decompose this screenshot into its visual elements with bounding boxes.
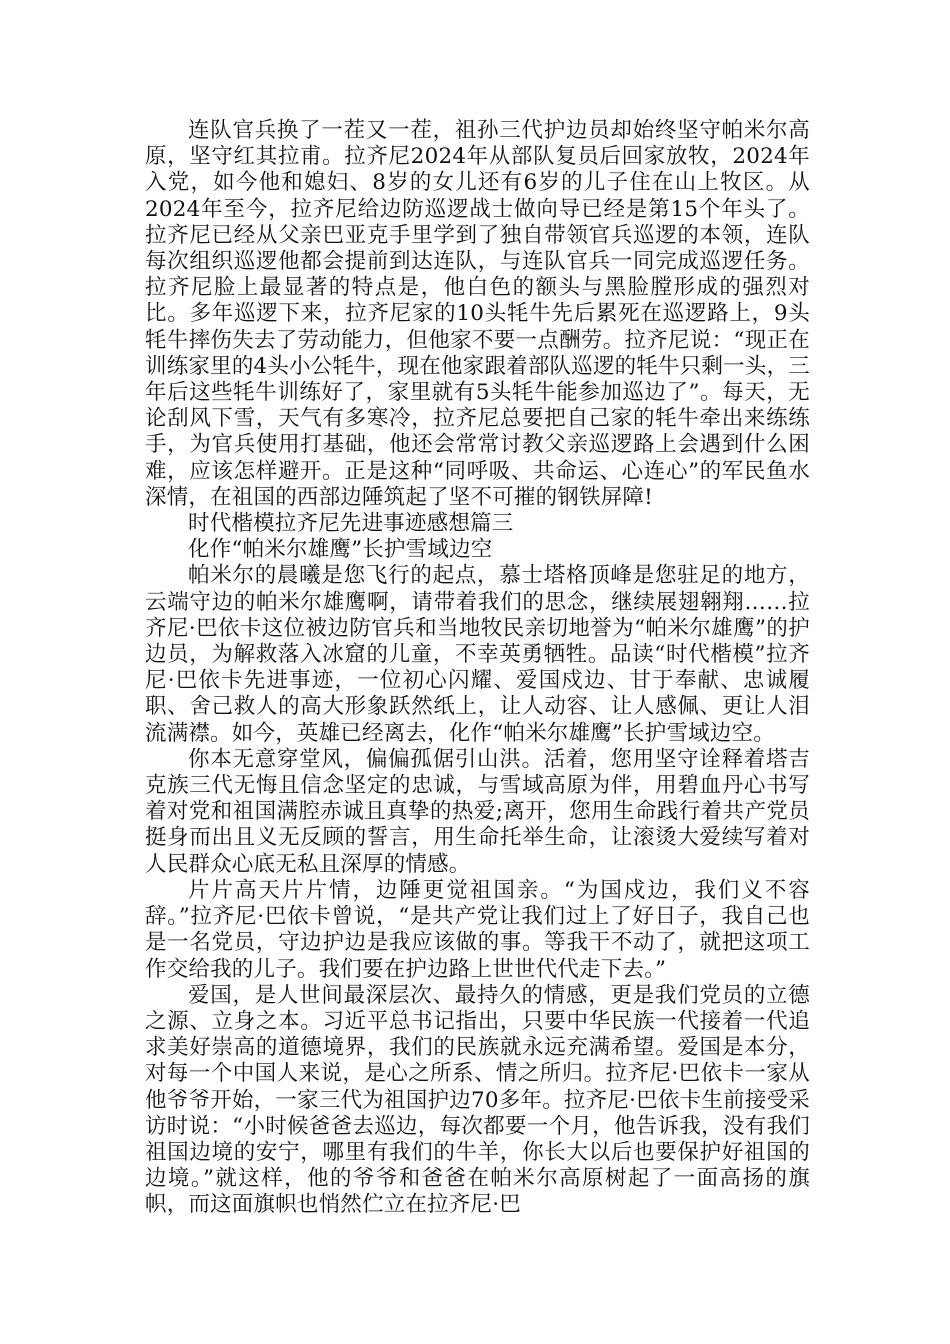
- paragraph-loyalty: 你本无意穿堂风，偏偏孤倨引山洪。活着，您用坚守诠释着塔吉克族三代无悔且信念坚定的忠诚，与雪域高原为伴，用碧血丹心书写着对党和祖国满腔赤诚且真挚的热爱;离开，您用生命践行着共产党员挺身而出且义无反顾的誓言，用生命托举生命，让滚烫大爱续写着对人民群众心底无私且深厚的情感。: [145, 746, 810, 877]
- paragraph-patriotism: 爱国，是人世间最深层次、最持久的情感，更是我们党员的立德之源、立身之本。习近平总书记指出，只要中华民族一代接着一代追求美好崇高的道德境界，我们的民族就永远充满希望。爱国是本分，对每一个中国人来说，是心之所系、情之所归。拉齐尼·巴依卡一家从他爷爷开始，一家三代为祖国护边70多年。拉齐尼·巴依卡生前接受采访时说：“小时候爸爸去巡边，每次都要一个月，他告诉我，没有我们祖国边境的安宁，哪里有我们的牛羊，你长大以后也要保护好祖国的边境。”就这样，他的爷爷和爸爸在帕米尔高原树起了一面高扬的旗帜，而这面旗帜也悄然伫立在拉齐尼·巴: [145, 982, 810, 1218]
- section-subtitle: 化作“帕米尔雄鹰”长护雪域边空: [188, 537, 493, 563]
- paragraph-border-guard-family: 连队官兵换了一茬又一茬，祖孙三代护边员却始终坚守帕米尔高原，坚守红其拉甫。拉齐尼2024年从部队复员后回家放牧，2024年入党，如今他和媳妇、8岁的女儿还有6岁的儿子住在山上牧区。从2024年至今，拉齐尼给边防巡逻战士做向导已经是第15个年头了。拉齐尼已经从父亲巴亚克手里学到了独自带领官兵巡逻的本领，连队每次组织巡逻他都会提前到达连队，与连队官兵一同完成巡逻任务。拉齐尼脸上最显著的特点是，他白色的额头与黑脸膛形成的强烈对比。多年巡逻下来，拉齐尼家的10头牦牛先后累死在巡逻路上，9头牦牛摔伤失去了劳动能力，但他家不要一点酬劳。拉齐尼说：“现正在训练家里的4头小公牦牛，现在他家跟着部队巡逻的牦牛只剩一头，三年后这些牦牛训练好了，家里就有5头牦牛能参加巡边了”。每天，无论刮风下雪，天气有多寒冷，拉齐尼总要把自己家的牦牛牵出来练练手，为官兵使用打基础，他还会常常讨教父亲巡逻路上会遇到什么困难，应该怎样避开。正是这种“同呼吸、共命运、心连心”的军民鱼水深情，在祖国的西部边陲筑起了坚不可摧的钢铁屏障!: [145, 118, 810, 510]
- section-title: 时代楷模拉齐尼先进事迹感想篇三: [188, 511, 514, 537]
- paragraph-pamir-eagle: 帕米尔的晨曦是您飞行的起点，慕士塔格顶峰是您驻足的地方，云端守边的帕米尔雄鹰啊，请带着我们的思念，继续展翅翱翔……拉齐尼·巴依卡这位被边防官兵和当地牧民亲切地誉为“帕米尔雄鹰”的护边员，为解救落入冰窟的儿童，不幸英勇牺牲。品读“时代楷模”拉齐尼·巴依卡先进事迹，一位初心闪耀、爱国戍边、甘于奉献、忠诚履职、舍己救人的高大形象跃然纸上，让人动容、让人感佩、更让人泪流满襟。如今，英雄已经离去，化作“帕米尔雄鹰”长护雪域边空。: [145, 563, 810, 746]
- document-body: [145, 118, 810, 1219]
- paragraph-quote: 片片高天片片情，边陲更觉祖国亲。“为国戍边，我们义不容辞。”拉齐尼·巴依卡曾说，“是共产党让我们过上了好日子，我自己也是一名党员，守边护边是我应该做的事。等我干不动了，就把这项工作交给我的儿子。我们要在护边路上世世代代走下去。”: [145, 877, 810, 982]
